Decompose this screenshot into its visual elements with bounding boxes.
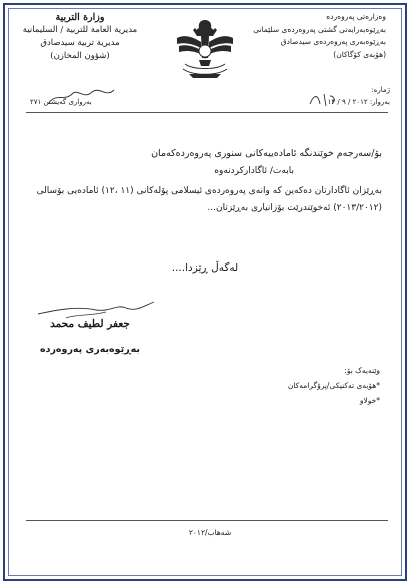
kurdistan-emblem-icon: [171, 14, 239, 84]
department-kurdish: (هۆبەی کۆگاکان): [333, 49, 386, 59]
directorate-arabic: مديرية تربية سيدصادق: [40, 38, 120, 48]
ministry-name-kurdish: وەزارەتی پەروەردە: [326, 12, 386, 21]
ministry-name-arabic: وزارة التربية: [55, 12, 105, 23]
footer-text: شەهاب/٢٠١٢: [188, 528, 232, 537]
directorate-general-arabic: مديرية العامة للتربية / السليمانية: [22, 25, 138, 35]
date-value: ٢٠١٢ / ٩ / ١٣: [327, 98, 368, 106]
header-right: [236, 11, 386, 61]
handwritten-scrawl-icon: [46, 86, 116, 108]
regards-closing: لەگەڵ ڕێزدا....: [171, 262, 239, 274]
reference-number: ژمارە:: [371, 86, 390, 94]
directorate-general-kurdish: بەڕێوەبەرایەتی گشتی پەروەردەی سلێمانی: [253, 24, 386, 34]
handwritten-number-icon: [308, 90, 338, 108]
signer-name: جعفر لطيف محمد: [50, 318, 130, 330]
cc-item: *خولاو: [359, 396, 380, 405]
department-arabic: (شؤون المخازن): [50, 51, 110, 61]
addressee: بۆ/سەرجەم خوێندنگە ئامادەییەکانی سنوری پەروەردەکەمان: [151, 148, 382, 159]
cc-heading: وێنەیەک بۆ:: [344, 366, 380, 375]
subject: بابەت/ ئاگادارکردنەوە: [214, 166, 294, 176]
body-line-2: (٢٠١٣/٢٠١٢) ئەخوێندرێت بۆزانیاری بەڕێزتان...: [207, 203, 382, 213]
cc-item: *هۆبەی تەکنیکی/پرۆگرامەکان: [287, 381, 380, 390]
header-divider: [26, 112, 388, 113]
signer-title: بەڕێوەبەری پەروەردە: [39, 344, 140, 355]
date-label: بەروار:: [369, 98, 390, 106]
footer-divider: [26, 520, 388, 521]
body-line-1: بەڕێزان ئاگادارتان دەکەین کە وانەی پەروەردەی ئیسلامی پۆلەکانی (١١ ،١٢) ئامادەیی بۆسالی: [36, 186, 382, 196]
header-left: [16, 11, 144, 63]
directorate-kurdish: بەڕێوەبەری پەروەردەی سیدصادق: [280, 37, 386, 46]
received-stamp-text: بەرواری گەیشتن ٢٧١: [30, 98, 92, 106]
